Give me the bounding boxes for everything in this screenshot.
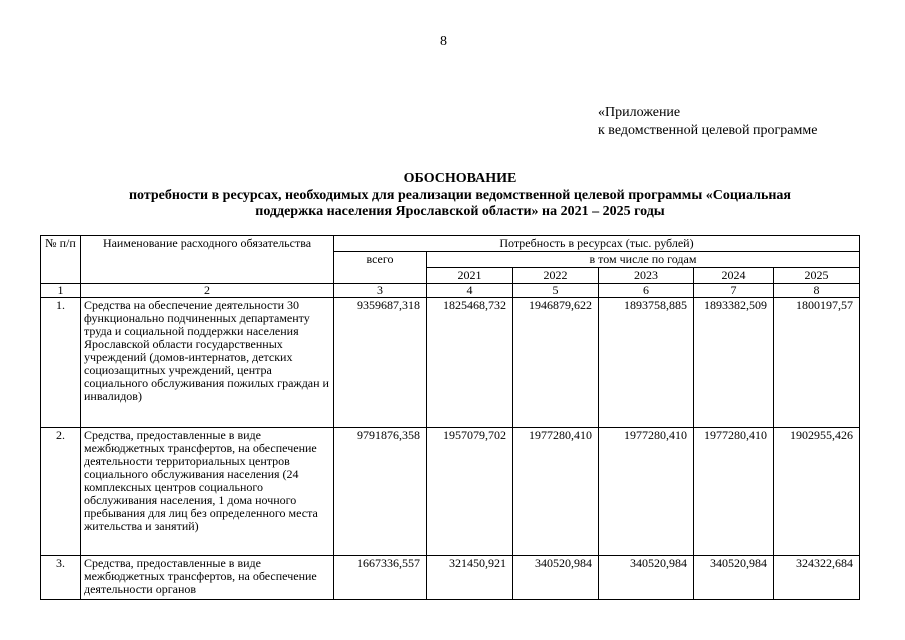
appendix-line-2: к ведомственной целевой программе <box>598 123 818 138</box>
header-by-years: в том числе по годам <box>427 252 860 268</box>
row-total: 9791876,358 <box>334 428 427 556</box>
header-need: Потребность в ресурсах (тыс. рублей) <box>334 236 860 252</box>
table-row <box>41 298 860 428</box>
appendix-note <box>598 104 817 140</box>
document-subtitle-line-1: потребности в ресурсах, необходимых для реализации ведомственной целевой программы «Социальная <box>128 188 792 203</box>
column-number: 1 <box>41 284 81 298</box>
row-number: 2. <box>41 428 81 556</box>
column-number: 7 <box>694 284 774 298</box>
row-total: 1667336,557 <box>334 556 427 600</box>
column-number: 3 <box>334 284 427 298</box>
row-total: 9359687,318 <box>334 298 427 428</box>
document-subtitle-line-2: поддержка населения Ярославской области» на 2021 – 2025 годы <box>255 204 665 219</box>
row-name: Средства, предоставленные в виде межбюджетных трансфертов, на обеспечение деятельности органов <box>81 556 334 600</box>
column-number: 2 <box>81 284 334 298</box>
header-row-1 <box>41 236 860 252</box>
page-number: 8 <box>440 34 447 49</box>
header-name: Наименование расходного обязательства <box>81 236 334 284</box>
document-title: ОБОСНОВАНИЕ <box>403 171 517 186</box>
row-value-2025: 1800197,57 <box>774 298 860 428</box>
row-value-2021: 1825468,732 <box>427 298 513 428</box>
appendix-line-1: «Приложение <box>598 105 681 120</box>
row-value-2025: 324322,684 <box>774 556 860 600</box>
header-no: № п/п <box>41 236 81 284</box>
row-value-2021: 1957079,702 <box>427 428 513 556</box>
row-value-2024: 1977280,410 <box>694 428 774 556</box>
table-row <box>41 556 860 600</box>
row-value-2024: 1893382,509 <box>694 298 774 428</box>
row-value-2022: 1946879,622 <box>513 298 599 428</box>
row-value-2023: 340520,984 <box>599 556 694 600</box>
column-number: 8 <box>774 284 860 298</box>
table-row <box>41 428 860 556</box>
header-year: 2021 <box>427 268 513 284</box>
column-numbers-row <box>41 284 860 298</box>
row-value-2023: 1977280,410 <box>599 428 694 556</box>
header-year: 2025 <box>774 268 860 284</box>
row-value-2025: 1902955,426 <box>774 428 860 556</box>
document-heading <box>80 171 840 220</box>
row-value-2021: 321450,921 <box>427 556 513 600</box>
row-name: Средства, предоставленные в виде межбюджетных трансфертов, на обеспечение деятельности территориальных центров социального обслуживания населения (24 комплексных центров социального обслуживания населения, 1 дома ночного пребывания для лиц без определенного места жительства и занятий) <box>81 428 334 556</box>
row-name: Средства на обеспечение деятельности 30 функционально подчиненных департаменту труда и социальной поддержки населения Ярославской области государственных учреждений (домов-интернатов, детских социозащитных учреждений, центра социального обслуживания пожилых граждан и инвалидов) <box>81 298 334 428</box>
row-value-2024: 340520,984 <box>694 556 774 600</box>
row-value-2023: 1893758,885 <box>599 298 694 428</box>
row-number: 3. <box>41 556 81 600</box>
row-number: 1. <box>41 298 81 428</box>
column-number: 4 <box>427 284 513 298</box>
resource-table <box>40 235 860 600</box>
row-value-2022: 1977280,410 <box>513 428 599 556</box>
header-year: 2024 <box>694 268 774 284</box>
header-year: 2022 <box>513 268 599 284</box>
column-number: 5 <box>513 284 599 298</box>
header-year: 2023 <box>599 268 694 284</box>
row-value-2022: 340520,984 <box>513 556 599 600</box>
column-number: 6 <box>599 284 694 298</box>
header-total: всего <box>334 252 427 284</box>
